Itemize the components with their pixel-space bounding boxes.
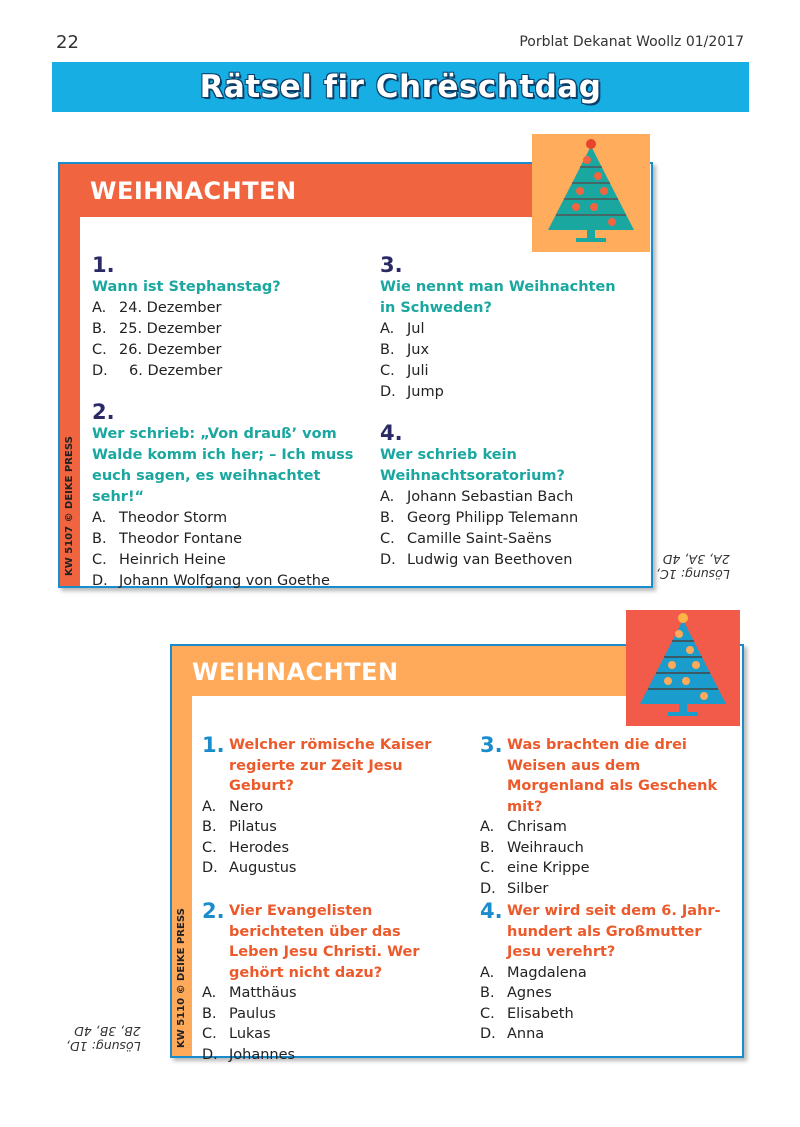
answer-option: A. Jul — [380, 321, 425, 337]
answer-option: C. Herodes — [202, 839, 290, 856]
card-header — [192, 646, 626, 696]
answer-option: B. Weihrauch — [480, 839, 584, 856]
question-text: Wer schrieb kein Weihnachtsoratorium? — [380, 447, 565, 484]
answer-option: C. Camille Saint-Saëns — [380, 531, 552, 547]
answer-option: D. Johann Wolfgang von Goethe — [92, 573, 330, 589]
answer-option: D. Augustus — [202, 860, 297, 876]
page-number: 22 — [56, 32, 79, 53]
question-text: Was brachten die drei Weisen aus dem Morgenland als Geschenk mit? — [507, 737, 718, 815]
card-heading: WEIHNACHTEN — [192, 658, 399, 686]
publication-title: Porblat Dekanat Woollz 01/2017 — [519, 34, 744, 50]
answer-option: D. 6. Dezember — [92, 363, 223, 379]
answer-option: D. Johannes — [202, 1046, 296, 1063]
question-4 — [380, 421, 630, 571]
question-number: 3. — [480, 733, 503, 757]
question-number: 3. — [380, 253, 403, 277]
answer-option: D. Anna — [480, 1026, 545, 1042]
answer-option: A. Chrisam — [480, 819, 567, 835]
answer-option: B. 25. Dezember — [92, 321, 222, 337]
question-4 — [480, 901, 730, 1045]
christmas-tree-icon — [626, 610, 740, 726]
answer-option: A. Matthäus — [202, 985, 297, 1001]
question-text: Wer wird seit dem 6. Jahr-hundert als Großmutter Jesu verehrt? — [507, 903, 721, 960]
answer-option: A. Johann Sebastian Bach — [380, 489, 574, 505]
question-text: Wann ist Stephanstag? — [92, 279, 281, 295]
question-1 — [92, 253, 352, 382]
copyright-label: KW 5110 © DEIKE PRESS — [176, 908, 187, 1048]
answer-option: C. Juli — [380, 363, 429, 379]
answer-option: A. Theodor Storm — [92, 510, 228, 526]
answer-option: D. Ludwig van Beethoven — [380, 552, 573, 568]
question-text: Welcher römische Kaiser regierte zur Zeit Jesu Geburt? — [229, 737, 432, 794]
answer-option: A. Magdalena — [480, 964, 587, 981]
christmas-tree-icon — [532, 134, 650, 252]
question-number: 4. — [480, 899, 503, 923]
question-2 — [92, 400, 358, 592]
answer-option: C. 26. Dezember — [92, 342, 222, 358]
answer-option: A. 24. Dezember — [92, 300, 222, 316]
question-3 — [480, 735, 730, 899]
solution-text-2: Lösung: 1D, 2B, 3B, 4D — [66, 1024, 141, 1054]
answer-option: B. Georg Philipp Telemann — [380, 510, 579, 526]
solution-text-1: Lösung: 1C, 2A, 3A, 4D — [656, 552, 730, 582]
answer-option: C. Elisabeth — [480, 1005, 574, 1022]
answer-option: B. Pilatus — [202, 819, 277, 835]
answer-option: B. Theodor Fontane — [92, 531, 243, 547]
answer-option: B. Agnes — [480, 985, 552, 1001]
answer-option: D. Jump — [380, 384, 444, 400]
question-number: 4. — [380, 421, 403, 445]
page-title: Rätsel fir Chrëschtdag — [199, 69, 602, 105]
question-text: Vier Evangelisten berichteten über das Leben Jesu Christi. Wer gehört nicht dazu? — [229, 903, 420, 981]
title-banner — [52, 62, 749, 112]
question-3 — [380, 253, 625, 403]
answer-option: B. Paulus — [202, 1005, 276, 1022]
answer-option: D. Silber — [480, 880, 549, 897]
card-header — [80, 164, 536, 217]
question-number: 2. — [202, 899, 225, 923]
question-1 — [202, 735, 442, 879]
question-number: 1. — [202, 733, 225, 757]
copyright-label: KW 5107 © DEIKE PRESS — [64, 436, 75, 576]
question-number: 2. — [92, 400, 115, 424]
question-text: Wie nennt man Weihnachten in Schweden? — [380, 279, 616, 316]
question-text: Wer schrieb: „Von drauß’ vom Walde komm ich her; – Ich muss euch sagen, es weihnachtet sehr!“ — [92, 426, 354, 505]
answer-option: C. Heinrich Heine — [92, 552, 226, 568]
answer-option: B. Jux — [380, 342, 430, 358]
answer-option: C. eine Krippe — [480, 860, 590, 876]
question-number: 1. — [92, 253, 115, 277]
answer-option: A. Nero — [202, 798, 264, 815]
card-heading: WEIHNACHTEN — [90, 177, 297, 205]
question-2 — [202, 901, 452, 1065]
answer-option: C. Lukas — [202, 1026, 271, 1042]
